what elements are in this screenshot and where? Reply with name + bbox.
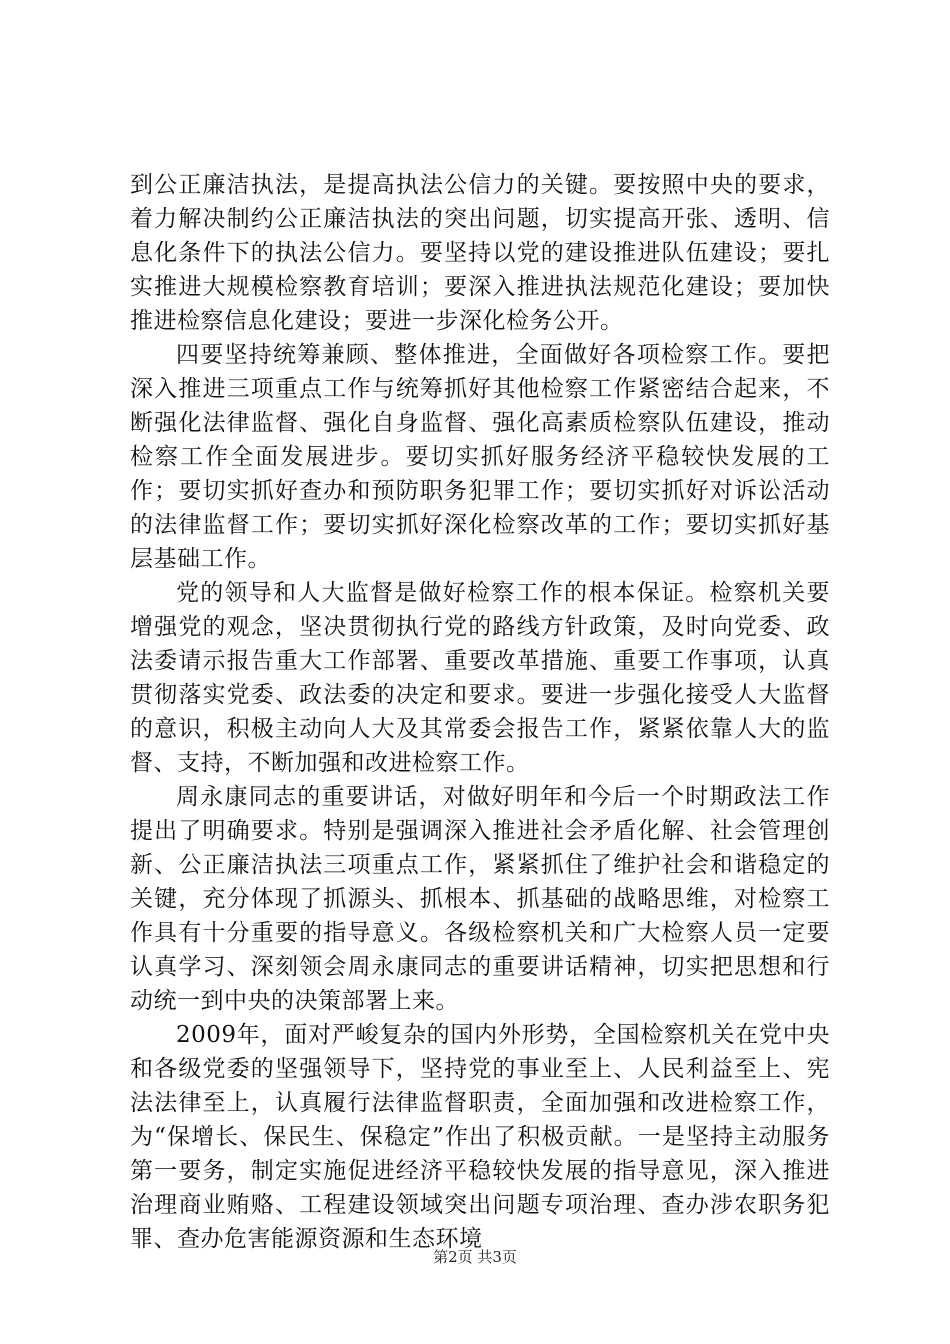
page-number: 第2页 共3页: [433, 1248, 517, 1266]
paragraph-speech: 周永康同志的重要讲话，对做好明年和今后一个时期政法工作提出了明确要求。特别是强调深入推进社会矛盾化解、社会管理创新、公正廉洁执法三项重点工作，紧紧抓住了维护社会和谐稳定的关键，充分体现了抓源头、抓根本、抓基础的战略思维，对检察工作具有十分重要的指导意义。各级检察机关和广大检察人员一定要认真学习、深刻领会周永康同志的重要讲话精神，切实把思想和行动统一到中央的决策部署上来。: [130, 784, 830, 1014]
paragraph-overall-planning: 四要坚持统筹兼顾、整体推进，全面做好各项检察工作。要把深入推进三项重点工作与统筹抓好其他检察工作紧密结合起来，不断强化法律监督、强化自身监督、强化高素质检察队伍建设，推动检察工作全面发展进步。要切实抓好服务经济平稳较快发展的工作；要切实抓好查办和预防职务犯罪工作；要切实抓好对诉讼活动的法律监督工作；要切实抓好深化检察改革的工作；要切实抓好基层基础工作。: [130, 342, 830, 572]
paragraph-continuation: 到公正廉洁执法，是提高执法公信力的关键。要按照中央的要求，着力解决制约公正廉洁执法的突出问题，切实提高开张、透明、信息化条件下的执法公信力。要坚持以党的建设推进队伍建设；要扎实推进大规模检察教育培训；要深入推进执法规范化建设；要加快推进检察信息化建设；要进一步深化检务公开。: [130, 172, 830, 334]
paragraph-party-leadership: 党的领导和人大监督是做好检察工作的根本保证。检察机关要增强党的观念，坚决贯彻执行党的路线方针政策，及时向党委、政法委请示报告重大工作部署、重要改革措施、重要工作事项，认真贯彻落实党委、政法委的决定和要求。要进一步强化接受人大监督的意识，积极主动向人大及其常委会报告工作，紧紧依靠人大的监督、支持，不断加强和改进检察工作。: [130, 580, 830, 776]
document-body: [130, 168, 830, 1256]
paragraph-2009-review: 2009年，面对严峻复杂的国内外形势，全国检察机关在党中央和各级党委的坚强领导下，坚持党的事业至上、人民利益至上、宪法法律至上，认真履行法律监督职责，全面加强和改进检察工作，为“保增长、保民生、保稳定”作出了积极贡献。一是坚持主动服务第一要务，制定实施促进经济平稳较快发展的指导意见，深入推进治理商业贿赂、工程建设领域突出问题专项治理、查办涉农职务犯罪、查办危害能源资源和生态环境: [130, 1022, 830, 1252]
